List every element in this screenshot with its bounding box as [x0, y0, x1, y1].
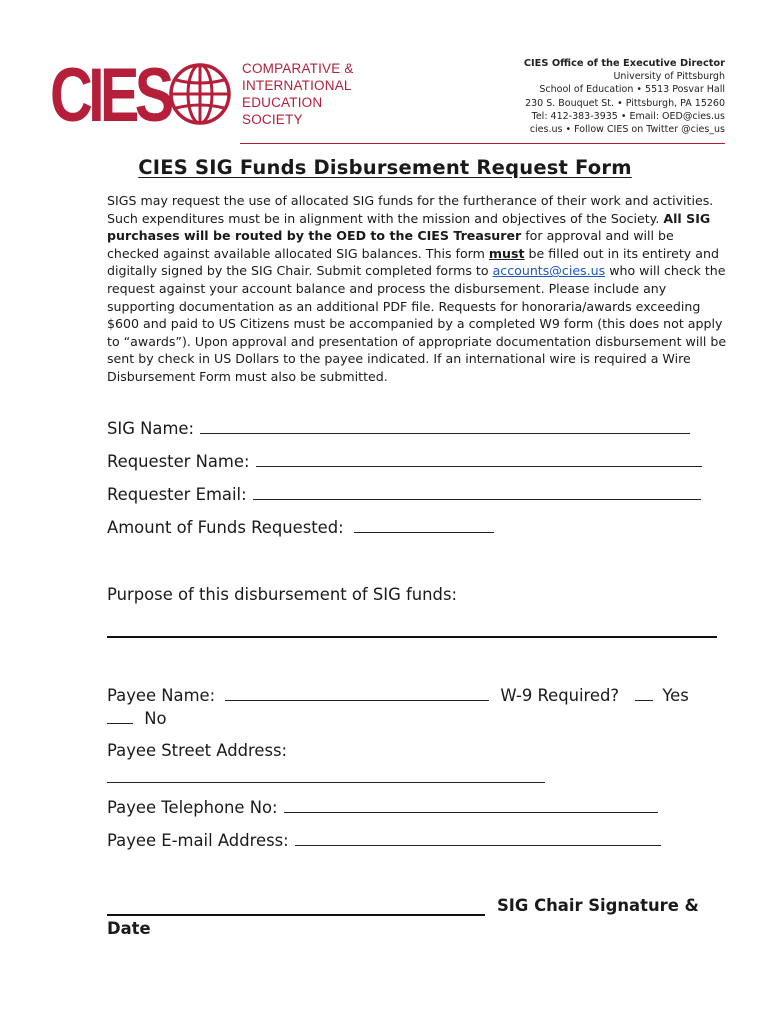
- office-line: 230 S. Bouquet St. • Pittsburgh, PA 15260: [525, 97, 725, 109]
- payee-phone-field: Payee Telephone No:: [107, 797, 658, 819]
- amount-input[interactable]: [354, 518, 494, 533]
- office-line: School of Education • 5513 Posvar Hall: [539, 84, 725, 96]
- requester-email-field: Requester Email:: [107, 484, 701, 506]
- office-address: [445, 57, 725, 136]
- intro-must: must: [488, 245, 525, 261]
- payee-name-field: Payee Name: W-9 Required? Yes: [107, 686, 689, 705]
- cies-logo: [50, 53, 370, 138]
- page-title: CIES SIG Funds Disbursement Request Form: [138, 156, 632, 179]
- requester-name-field: Requester Name:: [107, 451, 702, 473]
- payee-street-input[interactable]: [107, 782, 545, 783]
- purpose-label: Purpose of this disbursement of SIG funds:: [107, 585, 458, 604]
- payee-email-field: Payee E-mail Address:: [107, 830, 661, 852]
- sig-name-field: SIG Name:: [107, 418, 690, 440]
- intro-paragraph: SIGS may request the use of allocated SIG funds for the furtherance of their work and activities. Such expenditures must be in alignment with the mission and objectives of the Society. All SIG purchases will be routed by the OED to the CIES Treasurer for approval and will be checked against available allocated SIG balances. This form must be filled out in its entirety and digitally signed by the SIG Chair. Submit completed forms to accounts@cies.us who will check the request against your account balance and process the disbursement. Please include any supporting documentation as an additional PDF file. Requests for honoraria/awards exceeding $600 and paid to US Citizens must be accompanied by a completed W9 form (this does not apply to “awards”). Upon approval and presentation of appropriate documentation disbursement will be sent by check in US Dollars to the payee indicated. If an international wire is required a Wire Disbursement Form must also be submitted.: [107, 193, 727, 384]
- office-line: cies.us • Follow CIES on Twitter @cies_us: [529, 124, 725, 136]
- header-divider: [240, 143, 725, 144]
- w9-no-checkbox[interactable]: [107, 709, 133, 724]
- sig-name-input[interactable]: [200, 419, 690, 434]
- requester-email-input[interactable]: [253, 485, 701, 500]
- w9-yes-checkbox[interactable]: [635, 686, 653, 701]
- amount-field: Amount of Funds Requested:: [107, 517, 494, 539]
- logo-letters: CIES: [50, 53, 170, 138]
- office-line: University of Pittsburgh: [613, 71, 725, 83]
- accounts-email-link[interactable]: accounts@cies.us: [492, 263, 606, 279]
- payee-phone-input[interactable]: [284, 798, 658, 813]
- payee-name-input[interactable]: [225, 686, 489, 701]
- signature-label: SIG Chair Signature &: [497, 896, 699, 915]
- requester-name-input[interactable]: [256, 452, 702, 467]
- logo-society-name: COMPARATIVE & INTERNATIONAL EDUCATION SOCIETY: [242, 61, 354, 127]
- payee-street-label: Payee Street Address:: [107, 741, 288, 760]
- globe-icon: [168, 62, 232, 126]
- signature-input[interactable]: [107, 914, 485, 916]
- intro-bold: All SIG purchases will be routed by the OED to the CIES Treasurer: [107, 210, 711, 244]
- purpose-input[interactable]: [107, 636, 717, 638]
- office-title: CIES Office of the Executive Director: [523, 58, 725, 69]
- office-line: Tel: 412-383-3935 • Email: OED@cies.us: [531, 110, 725, 122]
- w9-no-field: No: [107, 708, 167, 730]
- payee-email-input[interactable]: [295, 831, 661, 846]
- signature-date-label: Date: [107, 919, 151, 938]
